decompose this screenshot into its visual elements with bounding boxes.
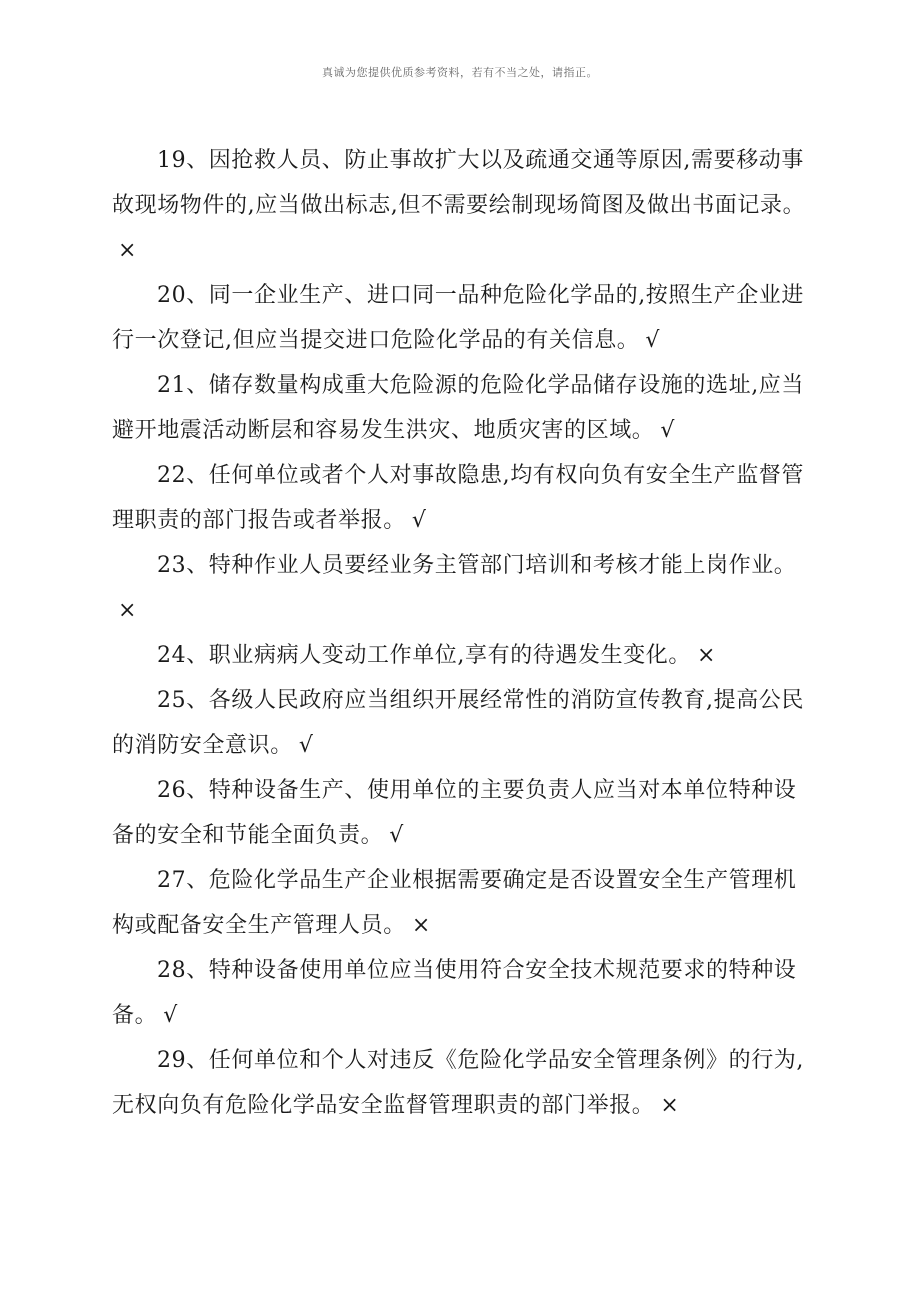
question-text: 21、储存数量构成重大危险源的危险化学品储存设施的选址,应当避开地震活动断层和容易发生洪灾、地质灾害的区域。 xyxy=(112,373,804,443)
answer-mark: × xyxy=(697,643,717,668)
question-list xyxy=(112,138,812,1128)
question-item xyxy=(112,858,812,948)
question-text: 28、特种设备使用单位应当使用符合安全技术规范要求的特种设备。 xyxy=(112,958,797,1028)
answer-mark: √ xyxy=(163,1003,178,1028)
question-text: 24、职业病病人变动工作单位,享有的待遇发生变化。 xyxy=(157,643,691,668)
question-item xyxy=(112,678,812,768)
answer-mark: √ xyxy=(645,328,661,353)
question-item xyxy=(112,633,812,678)
question-item xyxy=(112,138,812,273)
header-note: 真诚为您提供优质参考资料，若有不当之处，请指正。 xyxy=(322,66,598,79)
answer-mark: × xyxy=(411,913,431,938)
answer-mark: × xyxy=(118,238,138,263)
answer-mark: √ xyxy=(660,418,676,443)
question-text: 26、特种设备生产、使用单位的主要负责人应当对本单位特种设备的安全和节能全面负责。 xyxy=(112,778,797,848)
question-text: 20、同一企业生产、进口同一品种危险化学品的,按照生产企业进行一次登记,但应当提交进口危险化学品的有关信息。 xyxy=(112,283,804,353)
question-text: 22、任何单位或者个人对事故隐患,均有权向负有安全生产监督管理职责的部门报告或者举报。 xyxy=(112,463,804,533)
question-text: 23、特种作业人员要经业务主管部门培训和考核才能上岗作业。 xyxy=(157,553,797,578)
answer-mark: √ xyxy=(389,823,404,848)
answer-mark: √ xyxy=(411,508,427,533)
answer-mark: × xyxy=(660,1093,680,1118)
answer-mark: √ xyxy=(298,733,314,758)
question-text: 29、任何单位和个人对违反《危险化学品安全管理条例》的行为,无权向负有危险化学品安全监督管理职责的部门举报。 xyxy=(112,1048,804,1118)
question-text: 19、因抢救人员、防止事故扩大以及疏通交通等原因,需要移动事故现场物件的,应当做出标志,但不需要绘制现场简图及做出书面记录。 xyxy=(112,148,806,218)
question-item xyxy=(112,543,812,633)
question-text: 27、危险化学品生产企业根据需要确定是否设置安全生产管理机构或配备安全生产管理人员。 xyxy=(112,868,797,938)
question-item xyxy=(112,1038,812,1128)
question-text: 25、各级人民政府应当组织开展经常性的消防宣传教育,提高公民的消防安全意识。 xyxy=(112,688,804,758)
answer-mark: × xyxy=(118,598,138,623)
question-item xyxy=(112,948,812,1038)
question-item xyxy=(112,363,812,453)
question-item xyxy=(112,273,812,363)
question-item xyxy=(112,768,812,858)
question-item xyxy=(112,453,812,543)
